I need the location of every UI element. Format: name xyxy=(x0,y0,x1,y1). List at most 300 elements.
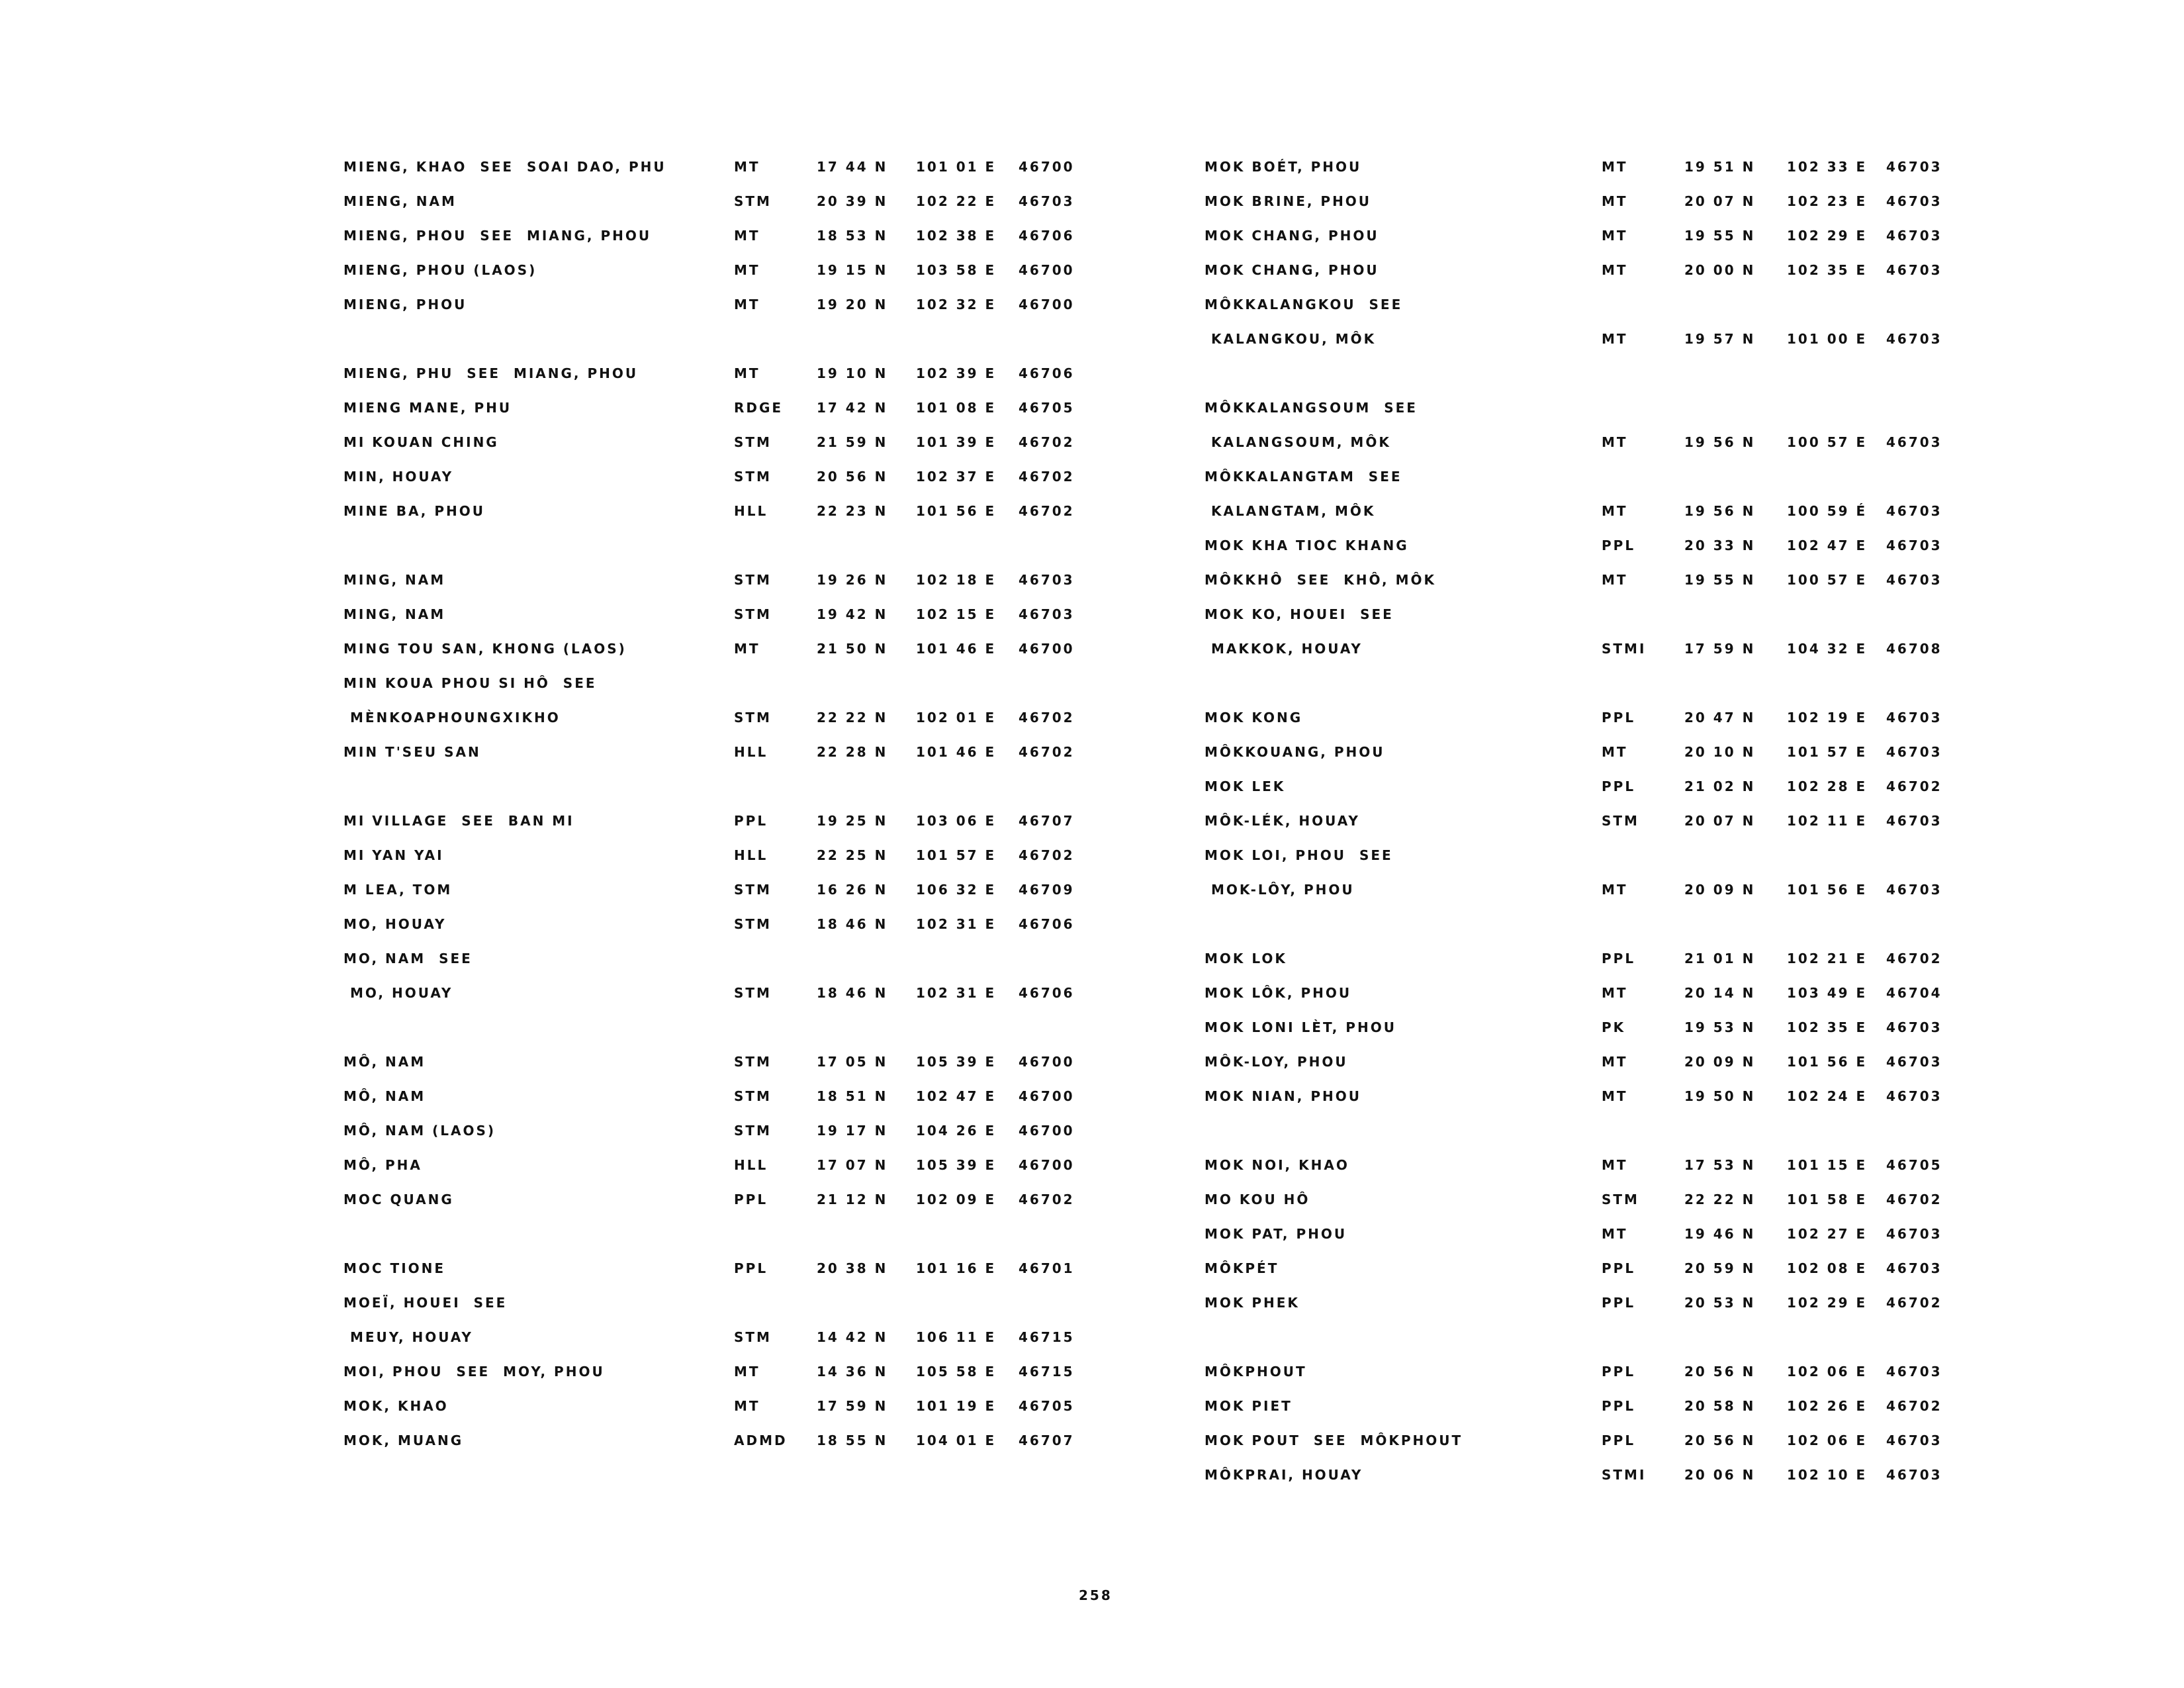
latitude: 19 10 N xyxy=(817,365,888,381)
latitude: 19 15 N xyxy=(817,262,888,278)
place-name: MOK KHA TIOC KHANG xyxy=(1205,538,1409,553)
map-code: 46700 xyxy=(1019,1054,1075,1070)
longitude: 101 58 E xyxy=(1787,1192,1868,1207)
longitude: 101 56 E xyxy=(1787,882,1868,898)
place-name: MIN T'SEU SAN xyxy=(343,744,481,760)
feature-type: PPL xyxy=(1602,710,1636,726)
place-name: MÈNKOAPHOUNGXIKHO xyxy=(343,710,561,726)
longitude: 105 39 E xyxy=(916,1157,997,1173)
feature-type: PPL xyxy=(1602,538,1636,553)
map-code: 46706 xyxy=(1019,365,1075,381)
feature-type: MT xyxy=(1602,744,1628,760)
feature-type: HLL xyxy=(734,1157,768,1173)
latitude: 21 12 N xyxy=(817,1192,888,1207)
latitude: 22 23 N xyxy=(817,503,888,519)
feature-type: MT xyxy=(1602,985,1628,1001)
latitude: 20 56 N xyxy=(1684,1432,1756,1448)
feature-type: MT xyxy=(1602,1226,1628,1242)
place-name: MO, HOUAY xyxy=(343,916,447,932)
longitude: 101 15 E xyxy=(1787,1157,1868,1173)
latitude: 19 25 N xyxy=(817,813,888,829)
feature-type: STMI xyxy=(1602,1467,1647,1483)
feature-type: PPL xyxy=(1602,1295,1636,1311)
feature-type: MT xyxy=(734,365,760,381)
latitude: 17 42 N xyxy=(817,400,888,416)
map-code: 46702 xyxy=(1886,1295,1942,1311)
longitude: 100 57 E xyxy=(1787,434,1868,450)
latitude: 19 26 N xyxy=(817,572,888,588)
place-name: MING, NAM xyxy=(343,606,446,622)
map-code: 46703 xyxy=(1886,228,1942,244)
latitude: 20 38 N xyxy=(817,1260,888,1276)
place-name: MEUY, HOUAY xyxy=(343,1329,473,1345)
map-code: 46706 xyxy=(1019,985,1075,1001)
place-name: MOK BRINE, PHOU xyxy=(1205,193,1372,209)
latitude: 20 07 N xyxy=(1684,813,1756,829)
feature-type: PPL xyxy=(734,1192,768,1207)
longitude: 102 33 E xyxy=(1787,159,1868,175)
latitude: 22 28 N xyxy=(817,744,888,760)
place-name: MÔ, NAM xyxy=(343,1088,426,1104)
longitude: 101 57 E xyxy=(1787,744,1868,760)
map-code: 46703 xyxy=(1886,159,1942,175)
longitude: 101 56 E xyxy=(916,503,997,519)
place-name: MOK PIET xyxy=(1205,1398,1293,1414)
map-code: 46702 xyxy=(1019,1192,1075,1207)
map-code: 46703 xyxy=(1019,193,1075,209)
map-code: 46702 xyxy=(1886,778,1942,794)
place-name: MOK LONI LÈT, PHOU xyxy=(1205,1019,1396,1035)
place-name: MÔKKALANGTAM SEE xyxy=(1205,469,1402,485)
latitude: 20 06 N xyxy=(1684,1467,1756,1483)
map-code: 46703 xyxy=(1886,882,1942,898)
feature-type: PPL xyxy=(1602,951,1636,966)
feature-type: MT xyxy=(1602,1054,1628,1070)
longitude: 104 01 E xyxy=(916,1432,997,1448)
feature-type: MT xyxy=(1602,159,1628,175)
place-name: MING, NAM xyxy=(343,572,446,588)
longitude: 105 39 E xyxy=(916,1054,997,1070)
feature-type: STM xyxy=(734,193,772,209)
latitude: 17 59 N xyxy=(1684,641,1756,657)
longitude: 102 06 E xyxy=(1787,1364,1868,1380)
feature-type: PK xyxy=(1602,1019,1626,1035)
longitude: 100 59 É xyxy=(1787,503,1868,519)
place-name: MÔKKOUANG, PHOU xyxy=(1205,744,1385,760)
latitude: 17 53 N xyxy=(1684,1157,1756,1173)
latitude: 17 59 N xyxy=(817,1398,888,1414)
latitude: 20 09 N xyxy=(1684,1054,1756,1070)
place-name: MOK LÔK, PHOU xyxy=(1205,985,1352,1001)
latitude: 19 56 N xyxy=(1684,434,1756,450)
map-code: 46700 xyxy=(1019,1123,1075,1139)
place-name: MIENG, PHOU SEE MIANG, PHOU xyxy=(343,228,652,244)
place-name: MOK CHANG, PHOU xyxy=(1205,262,1379,278)
map-code: 46702 xyxy=(1886,1192,1942,1207)
latitude: 21 59 N xyxy=(817,434,888,450)
place-name: MIENG, PHOU (LAOS) xyxy=(343,262,537,278)
longitude: 101 46 E xyxy=(916,641,997,657)
feature-type: HLL xyxy=(734,503,768,519)
longitude: 102 27 E xyxy=(1787,1226,1868,1242)
latitude: 19 55 N xyxy=(1684,572,1756,588)
map-code: 46703 xyxy=(1886,1226,1942,1242)
map-code: 46703 xyxy=(1886,744,1942,760)
latitude: 14 36 N xyxy=(817,1364,888,1380)
place-name: MOK KONG xyxy=(1205,710,1303,726)
longitude: 102 22 E xyxy=(916,193,997,209)
map-code: 46705 xyxy=(1019,1398,1075,1414)
longitude: 100 57 E xyxy=(1787,572,1868,588)
latitude: 20 39 N xyxy=(817,193,888,209)
place-name: MOK NIAN, PHOU xyxy=(1205,1088,1361,1104)
feature-type: RDGE xyxy=(734,400,784,416)
latitude: 22 25 N xyxy=(817,847,888,863)
feature-type: MT xyxy=(734,641,760,657)
feature-type: STM xyxy=(734,572,772,588)
place-name: MI YAN YAI xyxy=(343,847,444,863)
map-code: 46702 xyxy=(1019,744,1075,760)
place-name: MIN, HOUAY xyxy=(343,469,454,485)
feature-type: PPL xyxy=(734,813,768,829)
place-name: MOK BOÉT, PHOU xyxy=(1205,159,1362,175)
place-name: MÔKPÉT xyxy=(1205,1260,1279,1276)
map-code: 46703 xyxy=(1886,1019,1942,1035)
place-name: MOK PHEK xyxy=(1205,1295,1300,1311)
feature-type: STM xyxy=(734,1329,772,1345)
feature-type: MT xyxy=(1602,228,1628,244)
latitude: 19 17 N xyxy=(817,1123,888,1139)
feature-type: STM xyxy=(1602,813,1639,829)
feature-type: MT xyxy=(734,228,760,244)
latitude: 20 56 N xyxy=(1684,1364,1756,1380)
feature-type: MT xyxy=(1602,262,1628,278)
longitude: 102 31 E xyxy=(916,985,997,1001)
place-name: MÔKPRAI, HOUAY xyxy=(1205,1467,1363,1483)
map-code: 46707 xyxy=(1019,1432,1075,1448)
latitude: 18 46 N xyxy=(817,916,888,932)
map-code: 46702 xyxy=(1886,1398,1942,1414)
place-name: MOC TIONE xyxy=(343,1260,446,1276)
latitude: 18 46 N xyxy=(817,985,888,1001)
longitude: 102 47 E xyxy=(1787,538,1868,553)
feature-type: STM xyxy=(734,434,772,450)
feature-type: MT xyxy=(1602,1157,1628,1173)
map-code: 46700 xyxy=(1019,297,1075,312)
longitude: 102 26 E xyxy=(1787,1398,1868,1414)
place-name: MOK KO, HOUEI SEE xyxy=(1205,606,1394,622)
latitude: 18 51 N xyxy=(817,1088,888,1104)
feature-type: PPL xyxy=(1602,1398,1636,1414)
place-name: MI VILLAGE SEE BAN MI xyxy=(343,813,574,829)
longitude: 102 31 E xyxy=(916,916,997,932)
place-name: M LEA, TOM xyxy=(343,882,453,898)
map-code: 46703 xyxy=(1019,606,1075,622)
place-name: KALANGKOU, MÔK xyxy=(1205,331,1377,347)
place-name: MO, HOUAY xyxy=(343,985,453,1001)
latitude: 20 00 N xyxy=(1684,262,1756,278)
feature-type: MT xyxy=(1602,572,1628,588)
map-code: 46703 xyxy=(1886,1432,1942,1448)
map-code: 46703 xyxy=(1886,572,1942,588)
map-code: 46702 xyxy=(1886,951,1942,966)
feature-type: STM xyxy=(734,469,772,485)
map-code: 46702 xyxy=(1019,503,1075,519)
page-number: 258 xyxy=(1079,1587,1113,1603)
place-name: MOK NOI, KHAO xyxy=(1205,1157,1349,1173)
latitude: 17 44 N xyxy=(817,159,888,175)
map-code: 46703 xyxy=(1886,1260,1942,1276)
latitude: 20 53 N xyxy=(1684,1295,1756,1311)
place-name: MOK LEK xyxy=(1205,778,1286,794)
place-name: MÔ, NAM (LAOS) xyxy=(343,1123,496,1139)
longitude: 102 37 E xyxy=(916,469,997,485)
place-name: MI KOUAN CHING xyxy=(343,434,499,450)
longitude: 102 18 E xyxy=(916,572,997,588)
feature-type: MT xyxy=(734,297,760,312)
place-name: MOK LOI, PHOU SEE xyxy=(1205,847,1393,863)
place-name: MAKKOK, HOUAY xyxy=(1205,641,1363,657)
latitude: 20 56 N xyxy=(817,469,888,485)
feature-type: PPL xyxy=(1602,1260,1636,1276)
latitude: 17 07 N xyxy=(817,1157,888,1173)
latitude: 22 22 N xyxy=(817,710,888,726)
feature-type: PPL xyxy=(1602,1364,1636,1380)
place-name: MÔ, PHA xyxy=(343,1157,422,1173)
longitude: 106 11 E xyxy=(916,1329,997,1345)
map-code: 46700 xyxy=(1019,262,1075,278)
latitude: 21 01 N xyxy=(1684,951,1756,966)
place-name: MOK, MUANG xyxy=(343,1432,464,1448)
map-code: 46700 xyxy=(1019,159,1075,175)
longitude: 102 39 E xyxy=(916,365,997,381)
feature-type: STM xyxy=(734,916,772,932)
latitude: 19 55 N xyxy=(1684,228,1756,244)
map-code: 46704 xyxy=(1886,985,1942,1001)
feature-type: MT xyxy=(1602,193,1628,209)
latitude: 19 50 N xyxy=(1684,1088,1756,1104)
place-name: MOK POUT SEE MÔKPHOUT xyxy=(1205,1432,1463,1448)
map-code: 46700 xyxy=(1019,1157,1075,1173)
place-name: KALANGTAM, MÔK xyxy=(1205,503,1376,519)
map-code: 46703 xyxy=(1886,262,1942,278)
latitude: 19 20 N xyxy=(817,297,888,312)
place-name: MÔKPHOUT xyxy=(1205,1364,1307,1380)
place-name: MOK PAT, PHOU xyxy=(1205,1226,1347,1242)
longitude: 102 28 E xyxy=(1787,778,1868,794)
place-name: MOK LOK xyxy=(1205,951,1287,966)
longitude: 101 39 E xyxy=(916,434,997,450)
longitude: 101 08 E xyxy=(916,400,997,416)
latitude: 16 26 N xyxy=(817,882,888,898)
feature-type: MT xyxy=(1602,434,1628,450)
latitude: 19 57 N xyxy=(1684,331,1756,347)
map-code: 46709 xyxy=(1019,882,1075,898)
latitude: 20 47 N xyxy=(1684,710,1756,726)
latitude: 20 10 N xyxy=(1684,744,1756,760)
latitude: 19 51 N xyxy=(1684,159,1756,175)
place-name: KALANGSOUM, MÔK xyxy=(1205,434,1391,450)
feature-type: MT xyxy=(1602,331,1628,347)
feature-type: STMI xyxy=(1602,641,1647,657)
map-code: 46715 xyxy=(1019,1329,1075,1345)
map-code: 46702 xyxy=(1019,710,1075,726)
map-code: 46703 xyxy=(1019,572,1075,588)
map-code: 46703 xyxy=(1886,1054,1942,1070)
longitude: 102 29 E xyxy=(1787,228,1868,244)
longitude: 106 32 E xyxy=(916,882,997,898)
map-code: 46705 xyxy=(1886,1157,1942,1173)
map-code: 46706 xyxy=(1019,228,1075,244)
latitude: 21 50 N xyxy=(817,641,888,657)
place-name: MOK CHANG, PHOU xyxy=(1205,228,1379,244)
place-name: MOI, PHOU SEE MOY, PHOU xyxy=(343,1364,605,1380)
map-code: 46701 xyxy=(1019,1260,1075,1276)
longitude: 103 49 E xyxy=(1787,985,1868,1001)
longitude: 102 24 E xyxy=(1787,1088,1868,1104)
latitude: 20 07 N xyxy=(1684,193,1756,209)
feature-type: MT xyxy=(734,262,760,278)
place-name: MINE BA, PHOU xyxy=(343,503,485,519)
longitude: 102 35 E xyxy=(1787,262,1868,278)
place-name: MIENG, KHAO SEE SOAI DAO, PHU xyxy=(343,159,666,175)
map-code: 46703 xyxy=(1886,538,1942,553)
feature-type: HLL xyxy=(734,847,768,863)
longitude: 102 19 E xyxy=(1787,710,1868,726)
feature-type: MT xyxy=(1602,1088,1628,1104)
longitude: 102 01 E xyxy=(916,710,997,726)
longitude: 101 46 E xyxy=(916,744,997,760)
place-name: MIENG, PHU SEE MIANG, PHOU xyxy=(343,365,639,381)
latitude: 19 42 N xyxy=(817,606,888,622)
map-code: 46700 xyxy=(1019,641,1075,657)
feature-type: STM xyxy=(734,1123,772,1139)
longitude: 104 26 E xyxy=(916,1123,997,1139)
feature-type: MT xyxy=(734,159,760,175)
latitude: 19 46 N xyxy=(1684,1226,1756,1242)
longitude: 103 58 E xyxy=(916,262,997,278)
latitude: 17 05 N xyxy=(817,1054,888,1070)
feature-type: PPL xyxy=(734,1260,768,1276)
map-code: 46706 xyxy=(1019,916,1075,932)
feature-type: ADMD xyxy=(734,1432,788,1448)
longitude: 102 11 E xyxy=(1787,813,1868,829)
map-code: 46703 xyxy=(1886,1467,1942,1483)
latitude: 22 22 N xyxy=(1684,1192,1756,1207)
map-code: 46715 xyxy=(1019,1364,1075,1380)
feature-type: STM xyxy=(734,710,772,726)
longitude: 102 23 E xyxy=(1787,193,1868,209)
feature-type: STM xyxy=(734,882,772,898)
longitude: 102 09 E xyxy=(916,1192,997,1207)
place-name: MOK-LÔY, PHOU xyxy=(1205,882,1355,898)
feature-type: HLL xyxy=(734,744,768,760)
latitude: 18 55 N xyxy=(817,1432,888,1448)
longitude: 102 21 E xyxy=(1787,951,1868,966)
longitude: 104 32 E xyxy=(1787,641,1868,657)
map-code: 46703 xyxy=(1886,1088,1942,1104)
longitude: 102 29 E xyxy=(1787,1295,1868,1311)
place-name: MÔK-LÉK, HOUAY xyxy=(1205,813,1360,829)
map-code: 46702 xyxy=(1019,469,1075,485)
latitude: 20 33 N xyxy=(1684,538,1756,553)
map-code: 46705 xyxy=(1019,400,1075,416)
map-code: 46703 xyxy=(1886,1364,1942,1380)
latitude: 19 53 N xyxy=(1684,1019,1756,1035)
place-name: MÔKKHÔ SEE KHÔ, MÔK xyxy=(1205,572,1436,588)
map-code: 46703 xyxy=(1886,193,1942,209)
latitude: 20 59 N xyxy=(1684,1260,1756,1276)
place-name: MÔK-LOY, PHOU xyxy=(1205,1054,1348,1070)
place-name: MO, NAM SEE xyxy=(343,951,473,966)
map-code: 46707 xyxy=(1019,813,1075,829)
feature-type: STM xyxy=(734,606,772,622)
longitude: 102 35 E xyxy=(1787,1019,1868,1035)
feature-type: PPL xyxy=(1602,1432,1636,1448)
place-name: MOEÏ, HOUEI SEE xyxy=(343,1295,508,1311)
map-code: 46700 xyxy=(1019,1088,1075,1104)
feature-type: STM xyxy=(734,1088,772,1104)
longitude: 102 38 E xyxy=(916,228,997,244)
latitude: 14 42 N xyxy=(817,1329,888,1345)
longitude: 102 06 E xyxy=(1787,1432,1868,1448)
latitude: 18 53 N xyxy=(817,228,888,244)
longitude: 101 19 E xyxy=(916,1398,997,1414)
place-name: MÔ, NAM xyxy=(343,1054,426,1070)
longitude: 102 10 E xyxy=(1787,1467,1868,1483)
longitude: 101 56 E xyxy=(1787,1054,1868,1070)
place-name: MIENG, PHOU xyxy=(343,297,467,312)
feature-type: MT xyxy=(1602,882,1628,898)
latitude: 21 02 N xyxy=(1684,778,1756,794)
place-name: MOC QUANG xyxy=(343,1192,454,1207)
map-code: 46703 xyxy=(1886,503,1942,519)
longitude: 105 58 E xyxy=(916,1364,997,1380)
place-name: MO KOU HÔ xyxy=(1205,1192,1310,1207)
map-code: 46702 xyxy=(1019,847,1075,863)
longitude: 101 16 E xyxy=(916,1260,997,1276)
place-name: MÔKKALANGKOU SEE xyxy=(1205,297,1403,312)
feature-type: MT xyxy=(1602,503,1628,519)
place-name: MIENG, NAM xyxy=(343,193,457,209)
map-code: 46702 xyxy=(1019,434,1075,450)
latitude: 20 09 N xyxy=(1684,882,1756,898)
feature-type: STM xyxy=(734,1054,772,1070)
longitude: 102 08 E xyxy=(1787,1260,1868,1276)
place-name: MIENG MANE, PHU xyxy=(343,400,512,416)
longitude: 103 06 E xyxy=(916,813,997,829)
place-name: MIN KOUA PHOU SI HÔ SEE xyxy=(343,675,597,691)
place-name: MING TOU SAN, KHONG (LAOS) xyxy=(343,641,627,657)
place-name: MÔKKALANGSOUM SEE xyxy=(1205,400,1418,416)
latitude: 20 14 N xyxy=(1684,985,1756,1001)
map-code: 46703 xyxy=(1886,710,1942,726)
place-name: MOK, KHAO xyxy=(343,1398,449,1414)
feature-type: MT xyxy=(734,1398,760,1414)
map-code: 46703 xyxy=(1886,434,1942,450)
longitude: 101 00 E xyxy=(1787,331,1868,347)
feature-type: STM xyxy=(734,985,772,1001)
longitude: 101 57 E xyxy=(916,847,997,863)
map-code: 46703 xyxy=(1886,813,1942,829)
feature-type: STM xyxy=(1602,1192,1639,1207)
feature-type: PPL xyxy=(1602,778,1636,794)
longitude: 102 15 E xyxy=(916,606,997,622)
feature-type: MT xyxy=(734,1364,760,1380)
map-code: 46703 xyxy=(1886,331,1942,347)
latitude: 19 56 N xyxy=(1684,503,1756,519)
latitude: 20 58 N xyxy=(1684,1398,1756,1414)
